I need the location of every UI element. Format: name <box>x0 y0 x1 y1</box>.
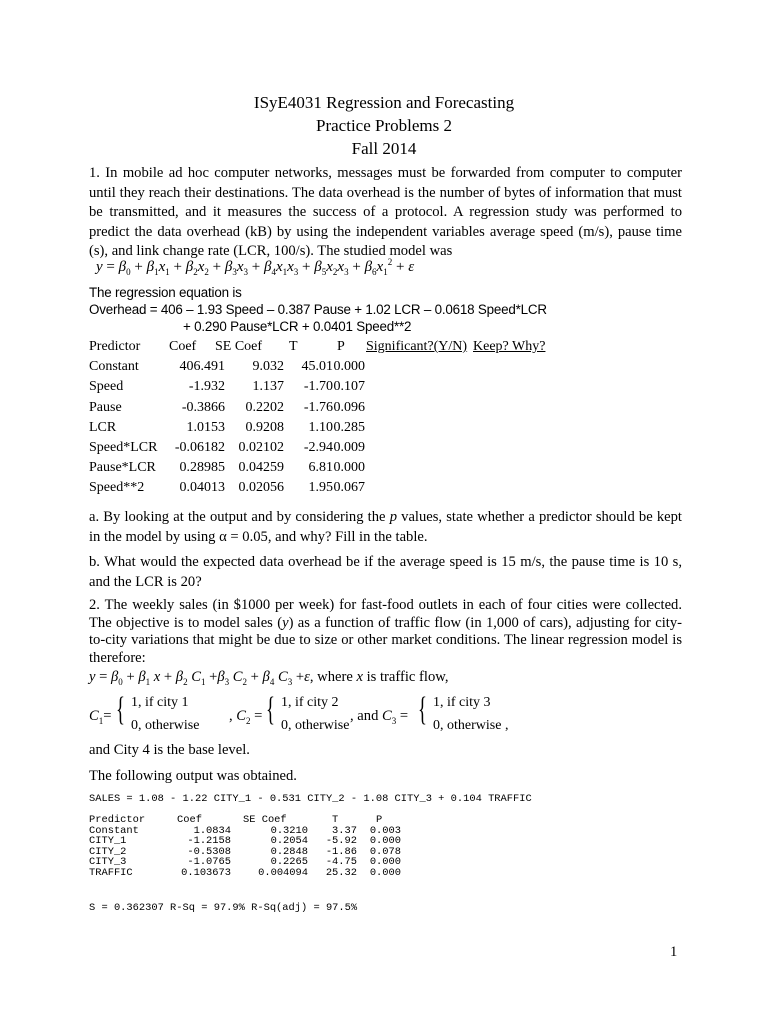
output-summary: S = 0.362307 R-Sq = 97.9% R-Sq(adj) = 97.5% <box>89 902 358 914</box>
table-cell: -1.932 <box>188 379 225 395</box>
table-cell: 1.10 <box>308 419 333 435</box>
table-cell: 0.02056 <box>238 480 284 496</box>
table-cell: -0.3866 <box>181 399 225 415</box>
table-header: T <box>289 339 298 354</box>
table-cell: 1.95 <box>308 480 333 496</box>
output-coefficient-table <box>89 814 489 878</box>
output-cell: 3.37 <box>332 824 357 837</box>
problem-2-y: y <box>282 614 289 631</box>
output-cell: 0.103673 <box>181 866 231 879</box>
output-cell: 0.2848 <box>270 845 308 858</box>
output-cell: 0.003 <box>369 824 401 837</box>
c3-case-1: 1, if city 3 <box>433 695 491 710</box>
output-cell: 0.3210 <box>270 824 308 837</box>
table-header: SE Coef <box>215 339 263 354</box>
c1-case-0: 0, otherwise <box>131 718 200 733</box>
model-x: x <box>356 669 363 685</box>
table-cell: 0.28985 <box>179 460 225 476</box>
output-cell: -4.75 <box>325 856 357 869</box>
table-cell: 0.9208 <box>245 419 284 435</box>
c2-label: , $C_2$ = <box>229 708 263 726</box>
c3-brace: { <box>418 691 427 728</box>
c3-case-0: 0, otherwise <box>433 718 502 733</box>
table-cell: Speed <box>89 379 124 395</box>
table-cell: 0.009 <box>333 439 365 455</box>
output-header: SE Coef <box>243 814 287 826</box>
table-cell: 0.285 <box>333 419 365 435</box>
problem-1-intro: 1. In mobile ad hoc computer networks, messages must be forwarded from computer to computer until they reach their destinations. The data overhead is the number of bytes of information that must be transmitted, and it measures the success of a protocol. A regression study was performed to predict the data overhead (kB) by using the independent variables average speed (m/s), pause time (s), and link change rate (LCR, 100/s). The studied model was <box>89 165 682 259</box>
output-cell: TRAFFIC <box>89 866 133 879</box>
output-header: Coef <box>177 814 202 826</box>
output-row <box>89 856 489 867</box>
course-title: ISyE4031 Regression and Forecasting <box>253 93 515 112</box>
output-cell: 0.2054 <box>270 835 308 848</box>
output-cell: CITY_2 <box>89 845 127 858</box>
output-row <box>89 825 489 836</box>
table-cell: 0.04259 <box>238 460 284 476</box>
output-header: Predictor <box>89 814 146 826</box>
c3-label: , and $C_3$ = <box>350 708 409 726</box>
table-cell: 9.032 <box>252 359 284 375</box>
table-cell: 6.81 <box>308 460 333 476</box>
table-cell: Constant <box>89 359 139 375</box>
table-header: Keep? Why? <box>473 339 546 354</box>
output-cell: 0.000 <box>369 856 401 869</box>
table-header: Coef <box>169 339 197 354</box>
page-number: 1 <box>670 944 678 960</box>
table-cell: 45.01 <box>301 359 333 375</box>
output-regression-equation: SALES = 1.08 - 1.22 CITY_1 - 0.531 CITY_2 - 1.08 CITY_3 + 0.104 TRAFFIC <box>89 793 532 805</box>
regression-equation-line-1: Overhead = 406 – 1.93 Speed – 0.387 Pause + 1.02 LCR – 0.0618 Speed*LCR <box>89 302 547 317</box>
question-a <box>89 508 682 547</box>
c1-brace: { <box>116 691 125 728</box>
output-cell: -0.5308 <box>187 845 231 858</box>
output-cell: 0.000 <box>369 866 401 879</box>
table-cell: 1.0153 <box>186 419 225 435</box>
table-cell: Pause*LCR <box>89 460 156 476</box>
regression-equation-label: The regression equation is <box>89 285 242 300</box>
model-tail: is traffic flow, <box>362 669 449 685</box>
output-cell: -1.86 <box>325 845 357 858</box>
document-term: Fall 2014 <box>351 139 417 158</box>
output-cell: -1.2158 <box>187 835 231 848</box>
output-label: The following output was obtained. <box>89 768 297 784</box>
and-word: , and <box>350 708 383 724</box>
output-cell: CITY_3 <box>89 856 127 869</box>
document-subtitle: Practice Problems 2 <box>316 116 452 135</box>
question-a-p: p <box>389 509 397 525</box>
table-cell: 0.04013 <box>179 480 225 496</box>
table-cell: 0.000 <box>333 460 365 476</box>
table-cell: -2.94 <box>303 439 333 455</box>
output-cell: 0.078 <box>369 845 401 858</box>
table-cell: -1.70 <box>303 379 333 395</box>
c2-brace: { <box>266 691 275 728</box>
table-cell: 0.096 <box>333 399 365 415</box>
table-cell: 0.067 <box>333 480 365 496</box>
output-row <box>89 846 489 857</box>
model-equation: $y = \beta_0 + \beta_1x_1 + \beta_2x_2 + \beta_3x_3 + \beta_4x_1x_3 + \beta_5x_2x_3 + \beta_6x_1^2 + \varepsilon$ <box>96 257 415 277</box>
output-row <box>89 867 489 878</box>
question-b: b. What would the expected data overhead be if the average speed is 15 m/s, the pause time is 10 s, and the LCR is 20? <box>89 554 682 590</box>
output-header: T <box>332 814 339 826</box>
table-cell: -1.76 <box>303 399 333 415</box>
output-header-row <box>89 814 489 825</box>
alpha-symbol: α <box>219 528 227 545</box>
output-cell: -1.0765 <box>187 856 231 869</box>
table-header: Significant?(Y/N) <box>366 339 468 354</box>
problem-2-text: 2. The weekly sales (in $1000 per week) for fast-food outlets in each of four cities were collected. The objective is to model sales ( <box>89 597 682 631</box>
base-level-text: and City 4 is the base level. <box>89 742 250 758</box>
table-cell: Speed*LCR <box>89 439 158 455</box>
output-cell: 0.2265 <box>270 856 308 869</box>
output-cell: 25.32 <box>325 866 357 879</box>
regression-equation-line-2: + 0.290 Pause*LCR + 0.0401 Speed**2 <box>183 319 412 334</box>
question-a-text: = 0.05, and why? Fill in the table. <box>226 528 428 545</box>
dummy-model-equation: $y = \beta_0 + \beta_1$ $x + \beta_2$ $C_1 +\beta_3$ $C_2 + \beta_4$ $C_3 +\varepsilon$, where x is traffic flow, <box>89 669 449 687</box>
c1-case-1: 1, if city 1 <box>131 695 189 710</box>
output-cell: 0.000 <box>369 835 401 848</box>
problem-2-text: ) as a function of traffic flow (in 1,000 of cars), adjusting for city-to-city variations that might be due to size or other market conditions. The linear regression model is therefore: <box>89 614 683 666</box>
table-cell: 0.2202 <box>245 399 284 415</box>
table-cell: 0.000 <box>333 359 365 375</box>
c2-case-1: 1, if city 2 <box>281 695 339 710</box>
model-suffix: , where <box>309 669 357 685</box>
output-row <box>89 835 489 846</box>
table-header: P <box>337 339 345 354</box>
table-cell: 0.107 <box>333 379 365 395</box>
c1-label: $C_1=$ <box>89 708 112 726</box>
table-cell: 1.137 <box>252 379 284 395</box>
question-a-text: a. By looking at the output and by considering the <box>89 509 390 525</box>
table-cell: -0.06182 <box>174 439 225 455</box>
c3-trailing-comma: , <box>505 718 509 733</box>
table-cell: LCR <box>89 419 117 435</box>
output-cell: -5.92 <box>325 835 357 848</box>
table-cell: Speed**2 <box>89 480 145 496</box>
output-cell: Constant <box>89 824 139 837</box>
output-cell: 1.0834 <box>193 824 231 837</box>
output-cell: CITY_1 <box>89 835 127 848</box>
output-header: P <box>376 814 383 826</box>
table-cell: 0.02102 <box>238 439 284 455</box>
table-cell: 406.491 <box>179 359 225 375</box>
table-cell: Pause <box>89 399 122 415</box>
output-cell: 0.004094 <box>258 866 308 879</box>
problem-2-intro <box>89 597 682 667</box>
c2-case-0: 0, otherwise <box>281 718 350 733</box>
question-a-text: values, state whether a predictor should be kept in the model by using <box>89 509 682 545</box>
table-header: Predictor <box>89 339 141 354</box>
